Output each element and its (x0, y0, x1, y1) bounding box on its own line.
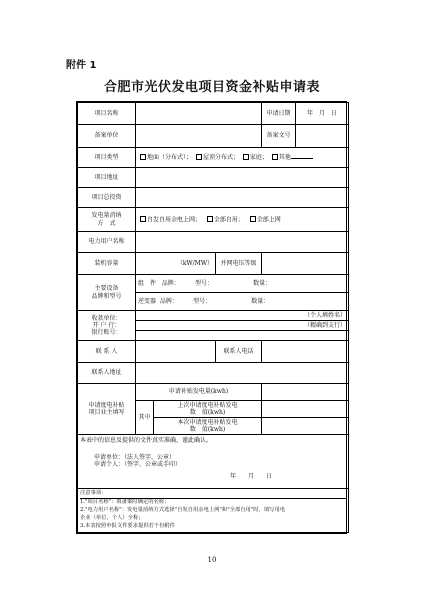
row-equip-module (78, 275, 349, 293)
module-qty-label: 数量： (253, 279, 272, 287)
consume-surplus-checkbox[interactable] (140, 216, 146, 222)
note-2: 2."电力用户名称"：发电量消纳方式选择"自发自用余电上网"和"全部自用"时，填写用电 (80, 506, 286, 513)
application-form (76, 101, 347, 534)
prev-gen-field[interactable] (262, 401, 349, 418)
bank-label: 开 户 行： (92, 321, 121, 329)
among-label: 其中 (136, 401, 154, 435)
row-project-addr (78, 168, 349, 188)
row-total-invest (78, 188, 349, 208)
record-unit-field[interactable] (136, 125, 262, 148)
account-field[interactable] (136, 331, 349, 341)
type-roof-label: 屋顶分布式 (202, 154, 233, 162)
row-capacity (78, 253, 349, 275)
inverter-label: 逆变器 (138, 297, 157, 305)
contact-addr-label: 联系人地址 (78, 363, 136, 384)
row-payee (78, 311, 349, 321)
apply-gen-label: 申请补贴发电量(kwh) (136, 384, 262, 401)
project-name-field[interactable] (136, 103, 262, 125)
row-apply-gen (78, 384, 349, 401)
fill-label-line1: 申请度电补贴 (88, 401, 125, 409)
consume-surplus-label: 自发自用余电上网 (147, 216, 196, 224)
note-3: 3.本表按照申报文件要求提供若干份附件 (80, 522, 176, 529)
user-name-label: 电力用户名称 (78, 232, 136, 253)
prev-gen-label (154, 401, 262, 418)
form-title: 合肥市光伏发电项目资金补贴申请表 (103, 80, 320, 95)
consume-label (78, 208, 136, 232)
row-contact-addr (78, 363, 349, 384)
project-type-options: 地面（分布式）； 屋顶分布式； 家庭； 其他 (136, 148, 349, 168)
record-no-field[interactable] (296, 125, 349, 148)
module-model-label: 型号： (195, 279, 214, 287)
contact-field[interactable] (136, 341, 216, 363)
sign-unit-line[interactable]: 申请单位：（法人签字、公章） (94, 454, 176, 462)
inverter-brand-label: 品牌： (159, 297, 178, 305)
apply-gen-field[interactable] (262, 384, 349, 401)
consume-grid-label: 全部上网 (256, 216, 281, 224)
contact-label: 联 系 人 (78, 341, 136, 363)
equip-label-line2: 品牌和型号 (91, 292, 122, 300)
user-name-field[interactable] (136, 232, 349, 253)
inverter-qty-label: 数量： (251, 297, 270, 305)
grid-voltage-field[interactable] (262, 253, 349, 275)
type-other-label: 其他 (278, 154, 291, 162)
notes-cell (78, 489, 349, 533)
record-unit-label: 备案单位 (78, 125, 136, 148)
row-user-name (78, 232, 349, 253)
fill-label (78, 384, 136, 435)
row-record-unit (78, 125, 349, 148)
row-project-type (78, 148, 349, 168)
inverter-model-label: 型号： (193, 297, 212, 305)
inverter-row (136, 293, 349, 311)
sign-person-line[interactable]: 申请个人：（签字、公章或手印） (94, 461, 182, 469)
type-home-checkbox[interactable] (243, 154, 249, 160)
fill-label-line2: 项目业主填写 (88, 409, 125, 416)
row-project-name (78, 103, 349, 125)
apply-date-label: 申请日期 (262, 103, 296, 125)
consume-label-line2: 方 式 (97, 219, 116, 227)
contact-phone-label: 联系人电话 (216, 341, 262, 363)
this-gen-label-line1: 本次申请度电补贴发电 (177, 418, 238, 426)
account-label: 银行账号： (91, 329, 122, 337)
notes-title: 注意事项： (80, 490, 107, 496)
consume-grid-checkbox[interactable] (250, 216, 256, 222)
project-type-label: 项目类型 (78, 148, 136, 168)
consume-options: 自发自用余电上网； 全部自用； 全部上网 (136, 208, 349, 232)
row-notes (78, 489, 349, 533)
bank-labels (78, 311, 136, 341)
capacity-label: 装机容量 (78, 253, 136, 275)
consume-self-label: 全部自用 (213, 216, 238, 224)
record-no-label: 备案文号 (262, 125, 296, 148)
payee-field[interactable]: （个人填姓名） (136, 311, 349, 321)
this-gen-label (154, 418, 262, 435)
project-addr-field[interactable] (136, 168, 349, 188)
row-contact (78, 341, 349, 363)
annex-label: 附件 1 (66, 60, 97, 71)
module-label: 组 件 (138, 279, 157, 287)
type-ground-checkbox[interactable] (140, 154, 146, 160)
project-addr-label: 项目地址 (78, 168, 136, 188)
equip-label (78, 275, 136, 311)
declaration-cell (78, 435, 349, 489)
prev-gen-label-line2: 数 值(kwh) (189, 409, 226, 416)
form-table (77, 102, 349, 533)
module-row (136, 275, 349, 293)
apply-date-field[interactable]: 年 月 日 (296, 103, 349, 125)
sign-date-line[interactable]: 年 月 日 (230, 472, 273, 480)
type-home-label: 家庭 (249, 154, 262, 162)
module-brand-label: 品牌： (161, 279, 180, 287)
type-other-checkbox[interactable] (272, 154, 278, 160)
bank-field[interactable]: （精确到支行） (136, 321, 349, 331)
project-name-label: 项目名称 (78, 103, 136, 125)
capacity-field[interactable]: （kW/MW） (136, 253, 216, 275)
note-1: 1."项目名称"：填备案时确定的名称； (80, 498, 170, 505)
prev-gen-label-line1: 上次申请度电补贴发电 (177, 401, 238, 409)
type-ground-label: 地面（分布式） (147, 154, 187, 162)
consume-label-line1: 发电量消纳 (91, 212, 122, 220)
row-declaration (78, 435, 349, 489)
equip-label-line1: 主要设备 (94, 285, 119, 293)
declaration-text: 本表中的信息及提供的文件真实准确，谨此确认。 (80, 437, 213, 444)
type-roof-checkbox[interactable] (196, 154, 202, 160)
page-number: 10 (207, 556, 217, 564)
this-gen-field[interactable] (262, 418, 349, 435)
type-other-blank[interactable] (291, 153, 313, 159)
total-invest-field[interactable] (136, 188, 349, 208)
consume-self-checkbox[interactable] (207, 216, 213, 222)
row-consume (78, 208, 349, 232)
this-gen-label-line2: 数 值(kwh) (189, 426, 226, 433)
note-2-cont: 企业（单位、个人）全称； (80, 514, 144, 521)
grid-voltage-label: 并网电压等级 (216, 253, 262, 275)
total-invest-label: 项目总投资 (78, 188, 136, 208)
contact-addr-field[interactable] (136, 363, 349, 384)
payee-unit-label: 收款单位： (91, 314, 122, 322)
contact-phone-field[interactable] (262, 341, 349, 363)
